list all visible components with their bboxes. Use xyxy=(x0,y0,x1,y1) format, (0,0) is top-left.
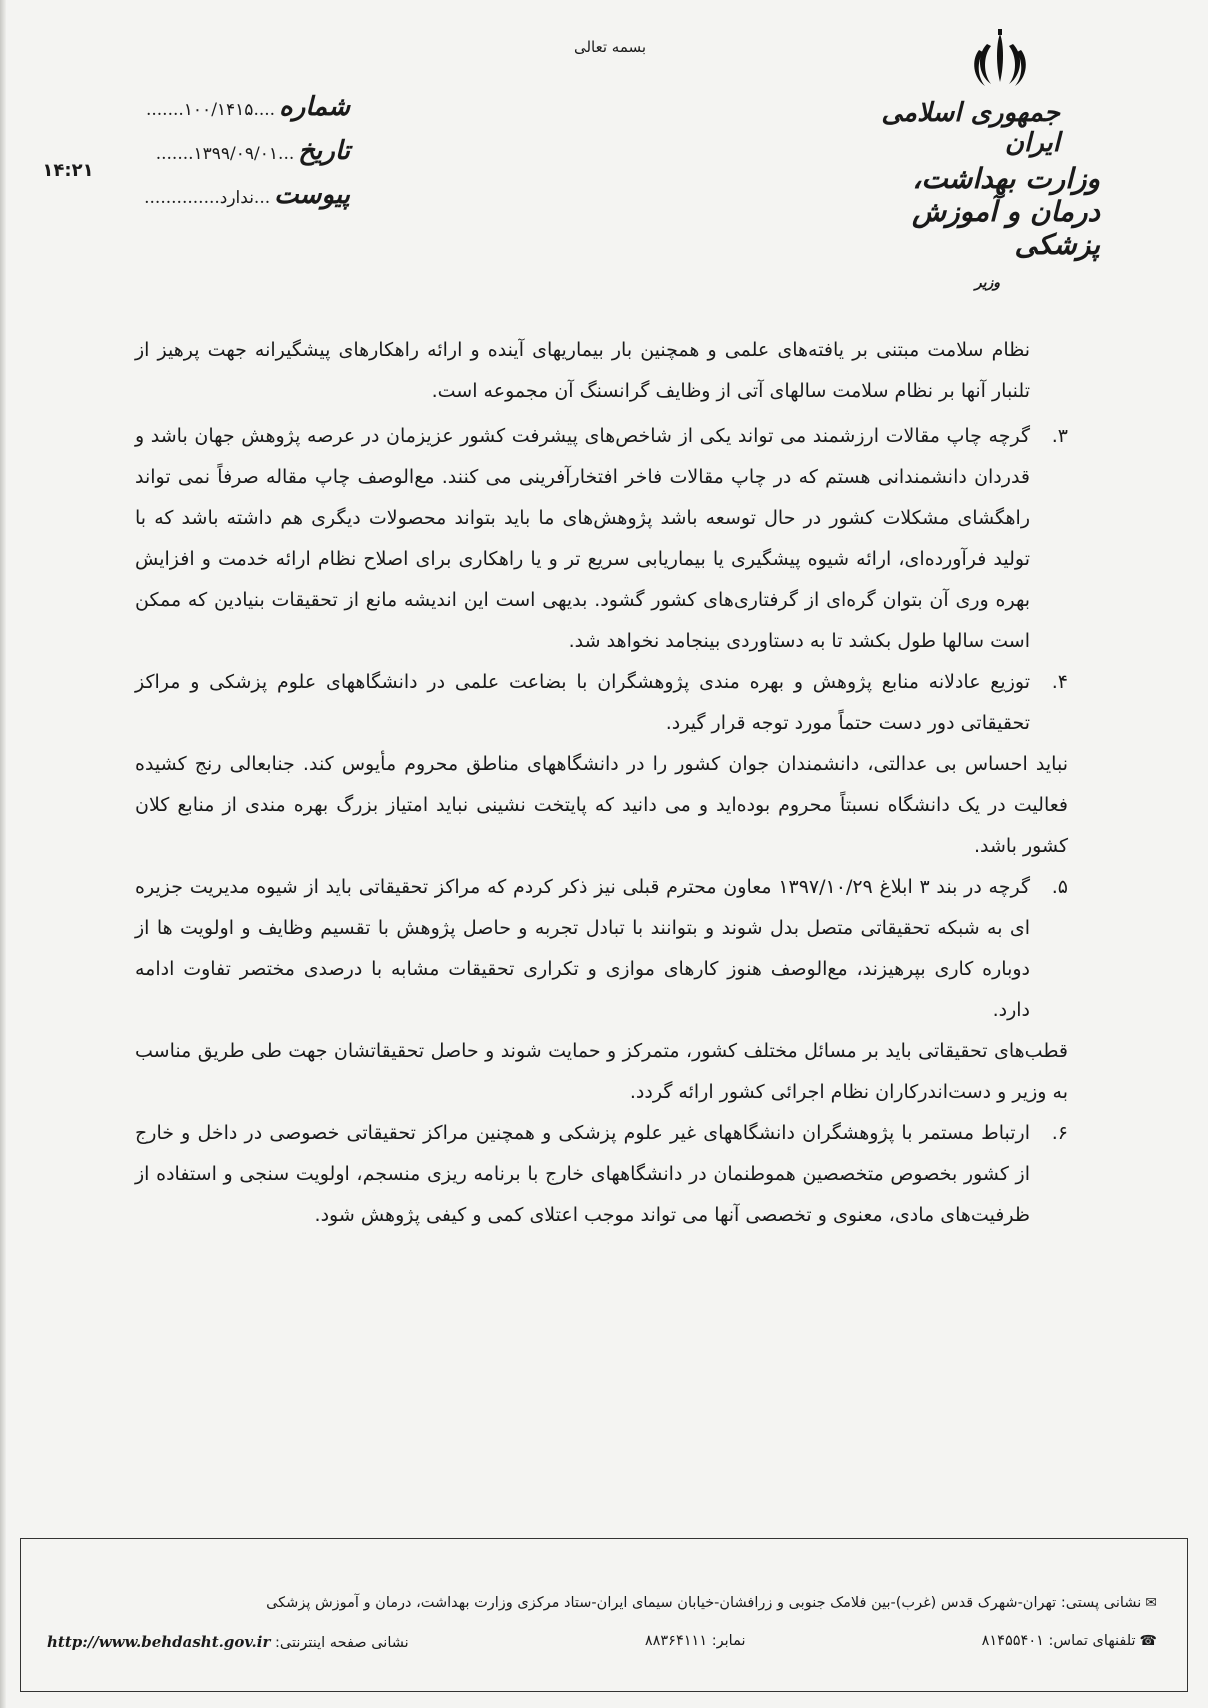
item-text: توزیع عادلانه منابع پژوهش و بهره مندی پژوهشگران با بضاعت علمی در دانشگاههای علوم پزشکی و مراکز تحقیقاتی دور دست حتماً مورد توجه قرار گیرد. xyxy=(135,671,1030,734)
scan-edge xyxy=(0,0,6,1708)
iran-emblem-icon xyxy=(965,26,1035,96)
letter-body xyxy=(135,330,1068,1236)
phone-group xyxy=(982,1633,1157,1651)
intro-paragraph: نظام سلامت مبتنی بر یافته‌های علمی و همچنین بار بیماریهای آینده و ارائه راهکارهای پیشگیرانه جهت پرهیز از تلنبار آنها بر نظام سلامت سالهای آتی از وظایف گرانسنگ آن مجموعه است. xyxy=(135,339,1030,402)
envelope-icon: ✉ xyxy=(1145,1595,1157,1611)
list-item-5 xyxy=(135,867,1068,1113)
list-item-3 xyxy=(135,416,1068,662)
footer-contact-box xyxy=(20,1538,1188,1692)
ministry-name: وزارت بهداشت، درمان و آموزش پزشکی xyxy=(911,162,1100,261)
list-item-6 xyxy=(135,1113,1068,1236)
item-extra-paragraph: نباید احساس بی عدالتی، دانشمندان جوان کشور را در دانشگاههای مناطق محروم مأیوس کند. جنابعالی رنج کشیده فعالیت در یک دانشگاه نسبتاً محروم بوده‌اید و می دانید که پایتخت نشینی نباید امتیاز بزرگ بهره مندی از منابع کلان کشور باشد. xyxy=(135,753,1068,857)
phone-icon: ☎ xyxy=(1139,1633,1157,1649)
number-value: ....۱۰۰/۱۴۱۵....... xyxy=(145,100,276,120)
number-label: شماره xyxy=(279,92,350,122)
date-row xyxy=(120,136,350,180)
website-link[interactable]: http://www.behdasht.gov.ir xyxy=(47,1633,271,1651)
item-text: ارتباط مستمر با پژوهشگران دانشگاههای غیر علوم پزشکی و همچنین مراکز تحقیقاتی خصوصی در داخل و خارج از کشور بخصوص متخصصین هموطنمان در دانشگاههای خارج با برنامه ریزی منسجم، اولویت سنجی و استفاده از ظرفیت‌های مادی، معنوی و تخصصی آنها می تواند موجب اعتلای کمی و کیفی پژوهش شود. xyxy=(135,1122,1030,1226)
website-label: نشانی صفحه اینترنتی: xyxy=(275,1635,409,1651)
basmala: بسمه تعالی xyxy=(573,38,647,56)
attachment-label: پیوست xyxy=(274,180,350,210)
item-text: گرچه چاپ مقالات ارزشمند می تواند یکی از شاخص‌های پیشرفت کشور عزیزمان در عرصه پژوهش جهان باشد و قدردان دانشمندانی هستم که در چاپ مقالات فاخر افتخارآفرینی می کنند. مع‌الوصف چاپ مقاله صرفاً نمی تواند راهگشای مشکلات کشور در حال توسعه باشد پژوهش‌های ما باید بتواند محصولات دیگری هم داشته باشد که با تولید فرآورده‌ای، ارائه شیوه پیشگیری یا بیماریابی سریع تر و یا راهکاری برای اصلاح نظام ارائه خدمت و افزایش بهره وری آن بتوان گره‌ای از گرفتاری‌های کشور گشود. بدیهی است این اندیشه مانع از تحقیقات بنیادین که ممکن است سالها طول بکشد تا به دستاوردی بینجامد نخواهد شد. xyxy=(135,425,1030,652)
list-item-4 xyxy=(135,662,1068,867)
item-text: گرچه در بند ۳ ابلاغ ۱۳۹۷/۱۰/۲۹ معاون محترم قبلی نیز ذکر کردم که مراکز تحقیقاتی باید از شیوه مدیریت جزیره ای به شبکه تحقیقاتی متصل بدل شوند و بتوانند با تبادل تجربه و حاصل پژوهش با تقسیم وظایف و اولویت ها از دوباره کاری بپرهیزند، مع‌الوصف هنوز کارهای موازی و تکراری تحقیقات مشابه با درصدی مختصر تفاوت ادامه دارد. xyxy=(135,876,1030,1021)
item-number: ۵. xyxy=(1051,876,1068,898)
attachment-value: ...ندارد.............. xyxy=(144,188,271,208)
ministry-country: جمهوری اسلامی ایران xyxy=(881,98,1060,158)
date-value: ...۱۳۹۹/۰۹/۰۱....... xyxy=(155,144,295,164)
footer-address-line xyxy=(47,1595,1157,1611)
letter-meta xyxy=(120,92,350,224)
item-number: ۶. xyxy=(1051,1122,1068,1144)
item-extra-paragraph: قطب‌های تحقیقاتی باید بر مسائل مختلف کشور، متمرکز و حمایت شوند و حاصل تحقیقاتشان جهت طی طریق مناسب به وزیر و دست‌اندرکاران نظام اجرائی کشور ارائه گردد. xyxy=(135,1040,1068,1103)
fax-number: نمابر: ۸۸۳۶۴۱۱۱ xyxy=(644,1633,746,1649)
phone-numbers: تلفنهای تماس: ۸۱۴۵۵۴۰۱ xyxy=(981,1633,1136,1649)
ministry-letterhead xyxy=(860,98,1100,291)
ministry-office: وزیر xyxy=(974,275,1000,291)
attachment-row xyxy=(120,180,350,224)
footer-contact-line xyxy=(47,1633,1157,1651)
item-number: ۳. xyxy=(1051,425,1068,447)
date-label: تاریخ xyxy=(298,136,350,166)
time-stamp: ۱۴:۲۱ xyxy=(42,160,94,181)
number-row xyxy=(120,92,350,136)
website-group xyxy=(47,1633,409,1651)
postal-address: نشانی پستی: تهران-شهرک قدس (غرب)-بین فلامک جنوبی و زرافشان-خیابان سیمای ایران-ستاد مرکزی وزارت بهداشت، درمان و آموزش پزشکی xyxy=(266,1595,1142,1611)
item-number: ۴. xyxy=(1051,671,1068,693)
